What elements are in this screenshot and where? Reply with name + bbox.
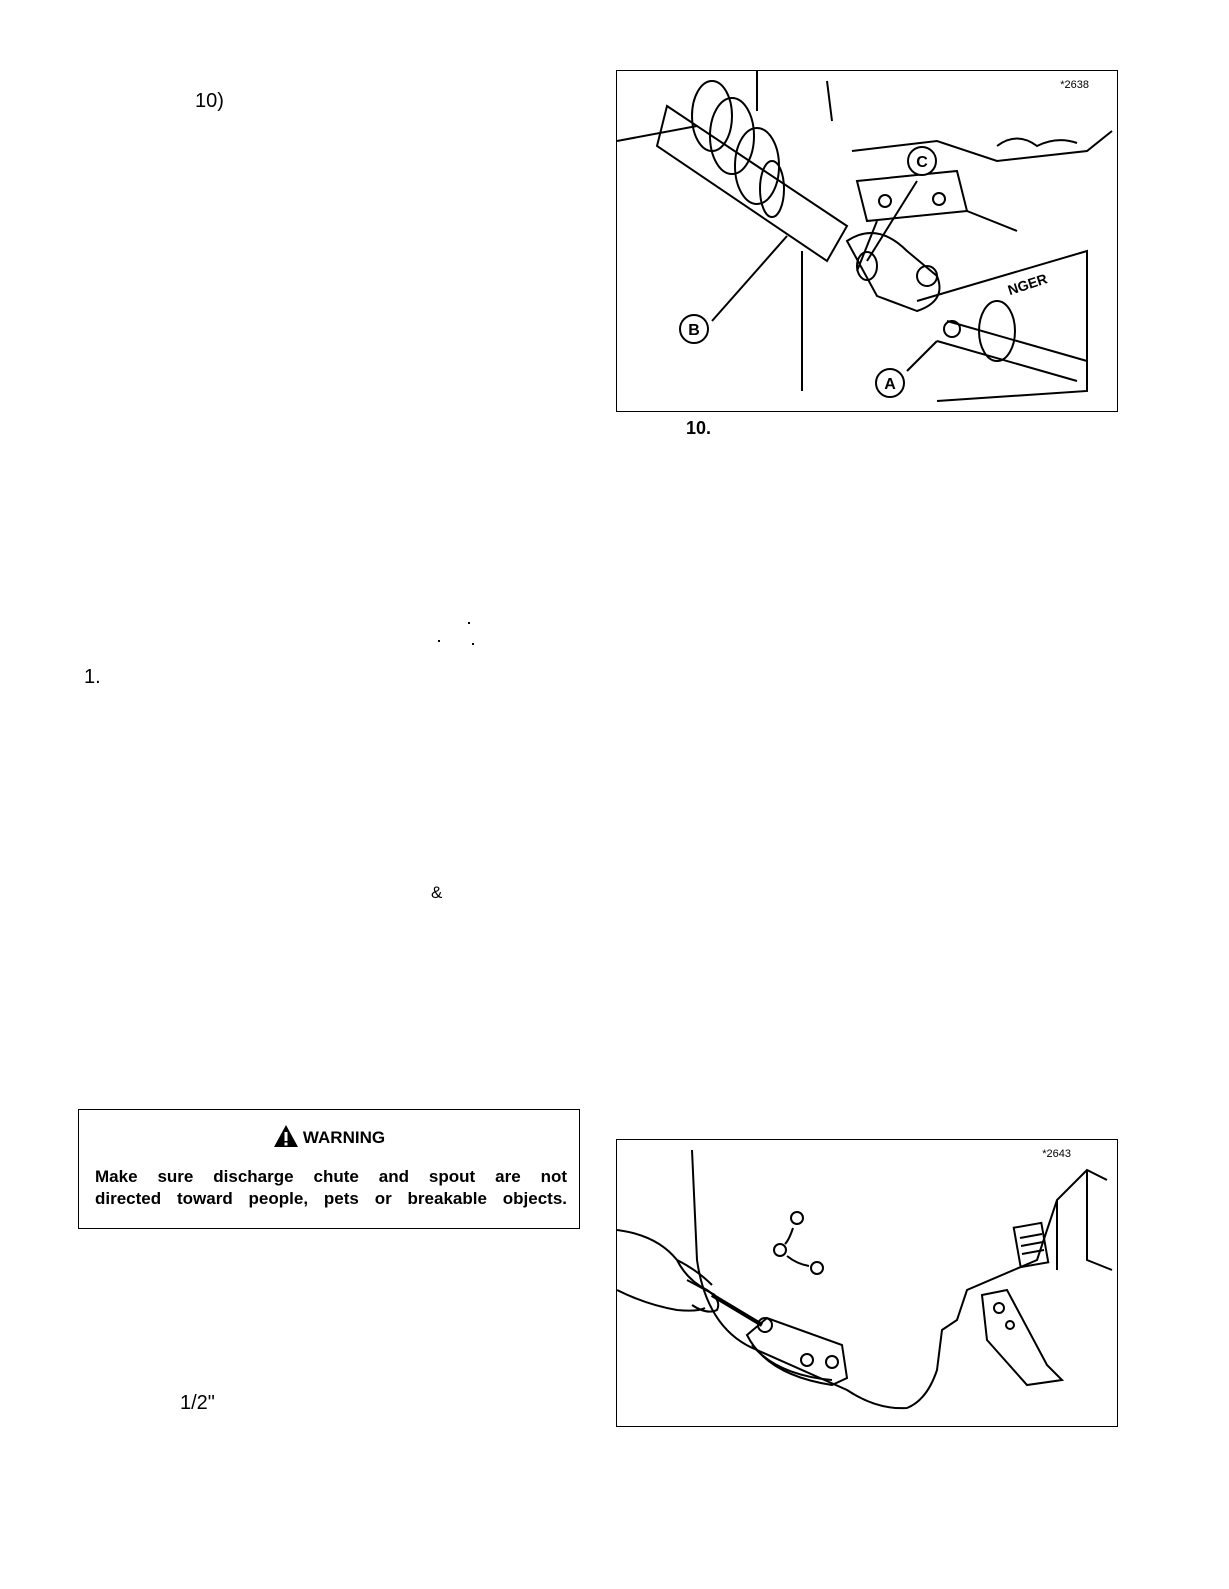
driveline-figure xyxy=(616,70,1118,412)
figure-id: *2643 xyxy=(1042,1148,1071,1160)
warning-text xyxy=(95,1166,567,1210)
driveline-illustration xyxy=(617,71,1117,411)
scan-speck xyxy=(468,622,470,624)
warning-box xyxy=(78,1109,580,1229)
warning-triangle-icon xyxy=(273,1124,299,1148)
scan-speck xyxy=(472,643,474,645)
warning-line-1: Make sure discharge chute and spout are not xyxy=(95,1167,567,1186)
callout-b-label: B xyxy=(688,322,700,339)
scan-speck xyxy=(438,640,440,642)
step-number: 1. xyxy=(84,666,101,688)
warning-title-text: WARNING xyxy=(302,1128,386,1147)
step-reference: 10) xyxy=(195,90,224,112)
figure-caption: 10. xyxy=(686,418,712,438)
decal-text: NGER xyxy=(1005,270,1050,299)
warning-line-2: directed toward people, pets or breakable objects. xyxy=(95,1189,567,1208)
skid-shoe-figure xyxy=(616,1139,1118,1427)
skid-shoe-illustration xyxy=(617,1140,1117,1426)
figure-id: *2638 xyxy=(1060,79,1089,91)
ampersand-fragment: & xyxy=(431,883,443,902)
callout-c-label: C xyxy=(916,154,928,171)
warning-title xyxy=(79,1124,579,1148)
callout-a-label: A xyxy=(884,376,896,393)
measurement-fragment: 1/2" xyxy=(180,1392,215,1414)
